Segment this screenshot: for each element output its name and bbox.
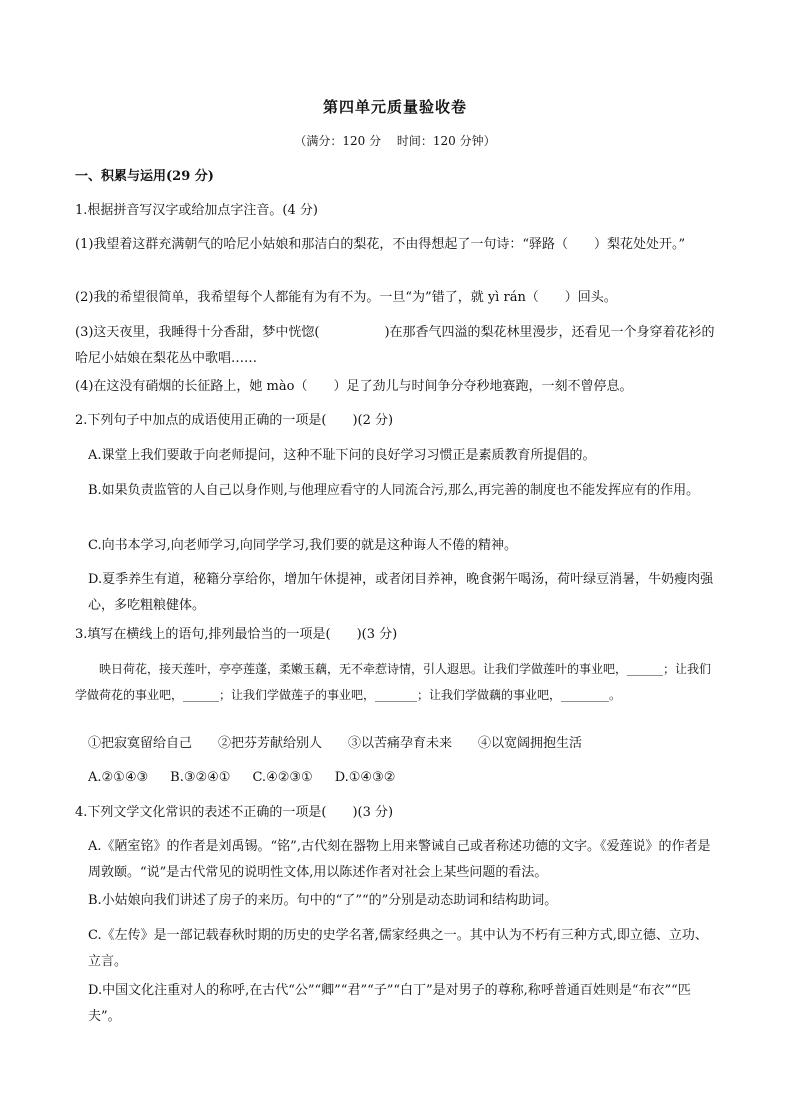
- q1-item-3: (3)这天夜里，我睡得十分香甜，梦中恍惚( )在那香气四溢的梨花林里漫步，还看见一个身穿着花衫的哈尼小姑娘在梨花丛中歌唱……: [75, 325, 715, 366]
- q2-stem: 2.下列句子中加点的成语使用正确的一项是( )(2 分): [75, 413, 394, 428]
- q4-option-a: A.《陋室铭》的作者是刘禹锡。“铭”,古代刻在器物上用来警诫自己或者称述功德的文字。《爱莲说》的作者是周敦颐。“说”是古代常见的说明性文体,用以陈述作者对社会上某些问题的看法。: [88, 839, 711, 880]
- section-heading: 一、积累与运用(29 分): [75, 169, 214, 184]
- q3-choice-a: A.②①④③: [88, 770, 149, 785]
- q3-choice-d: D.①④③②: [334, 770, 396, 785]
- q1-item-1: (1)我望着这群充满朝气的哈尼小姑娘和那洁白的梨花，不由得想起了一句诗：“驿路（ ）梨花处处开。”: [75, 237, 686, 252]
- page-title: 第四单元质量验收卷: [322, 98, 467, 116]
- q4-option-d: D.中国文化注重对人的称呼,在古代“公”“卿”“君”“子”“白丁”是对男子的尊称,称呼普通百姓则是“布衣”“匹夫”。: [88, 983, 691, 1024]
- q1-item-4: (4)在这没有硝烟的长征路上，她 mào（ ）足了劲儿与时间争分夺秒地赛跑，一刻不曾停息。: [75, 379, 633, 394]
- q3-sentence-options: [88, 731, 720, 757]
- q3-sentence-2: ②把芬芳献给别人: [218, 736, 323, 751]
- q3-choice-c: C.④②③①: [252, 770, 313, 785]
- q2-option-a: A.课堂上我们要敢于向老师提问，这种不耻下问的良好学习习惯正是素质教育所提倡的。: [88, 448, 596, 463]
- q4-stem: 4.下列文学文化常识的表述不正确的一项是( )(3 分): [75, 805, 394, 820]
- q2-option-c: C.向书本学习,向老师学习,向同学学习,我们要的就是这种诲人不倦的精神。: [88, 538, 518, 553]
- q3-passage: 映日荷花，接天莲叶，亭亭莲蓬，柔嫩玉藕，无不牵惹诗情，引人遐思。让我们学做莲叶的事业吧，______；让我们学做荷花的事业吧，______；让我们学做莲子的事业吧，_______；让我们学做藕的事业吧，________。: [75, 662, 712, 702]
- q3-choice-b: B.③②④①: [170, 770, 231, 785]
- q3-sentence-3: ③以苦痛孕育未来: [348, 736, 453, 751]
- page-subtitle: （满分：120 分 时间：120 分钟）: [294, 134, 496, 148]
- q2-option-b: B.如果负责监管的人自己以身作则,与他理应看守的人同流合污,那么,再完善的制度也不能发挥应有的作用。: [88, 483, 700, 498]
- q1-stem: 1.根据拼音写汉字或给加点字注音。(4 分): [75, 203, 318, 218]
- q3-stem: 3.填写在横线上的语句,排列最恰当的一项是( )(3 分): [75, 627, 398, 642]
- q2-option-d: D.夏季养生有道，秘籍分享给你，增加午休提神，或者闭目养神，晚食粥午喝汤，荷叶绿豆消暑，牛奶瘦肉强心，多吃粗粮健体。: [88, 572, 714, 613]
- q3-choices: [88, 765, 720, 791]
- q4-option-c: C.《左传》是一部记载春秋时期的历史的史学名著,儒家经典之一。其中认为不朽有三种方式,即立德、立功、立言。: [88, 928, 708, 969]
- q1-item-2: (2)我的希望很简单，我希望每个人都能有为有不为。一旦“为”错了，就 yì rán（ ）回头。: [75, 290, 617, 305]
- q3-sentence-1: ①把寂寞留给自己: [88, 736, 193, 751]
- q4-option-b: B.小姑娘向我们讲述了房子的来历。句中的“了”“的”分别是动态助词和结构助词。: [88, 893, 558, 908]
- q3-sentence-4: ④以宽阔拥抱生活: [478, 736, 583, 751]
